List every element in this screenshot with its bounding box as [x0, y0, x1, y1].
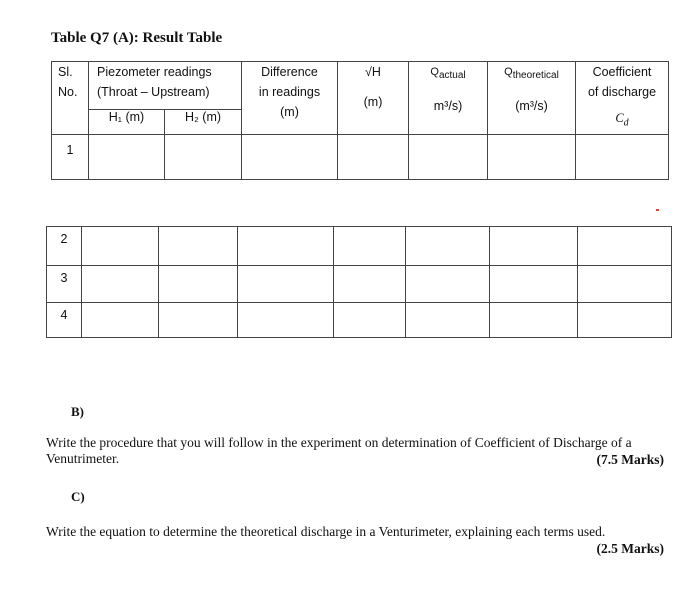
- table-row: [47, 227, 672, 266]
- header-h2: H₂ (m): [165, 110, 242, 134]
- section-c-label: C): [71, 489, 85, 504]
- section-b-question: Write the procedure that you will follow in the experiment on determination of Coefficient of Discharge of a Venutrimeter.: [46, 435, 632, 466]
- header-coefficient: Coefficient of discharge $C_d$: [576, 62, 669, 135]
- row-number: 2: [47, 227, 82, 266]
- cell[interactable]: [238, 266, 334, 303]
- section-c-question: Write the equation to determine the theoretical discharge in a Venturimeter, explaining each terms used.: [46, 524, 606, 539]
- cell[interactable]: [490, 227, 578, 266]
- cell-h1[interactable]: [89, 134, 165, 179]
- cell[interactable]: [82, 303, 159, 338]
- cell-h2[interactable]: [165, 134, 242, 179]
- table-row: [47, 303, 672, 338]
- row-number: 1: [52, 134, 89, 179]
- section-c-marks: (2.5 Marks): [596, 541, 664, 556]
- cell[interactable]: [238, 303, 334, 338]
- cell-coefficient[interactable]: [576, 134, 669, 179]
- section-b-label: B): [71, 404, 84, 419]
- cell-q-actual[interactable]: [409, 134, 488, 179]
- header-sl-no: Sl. No.: [52, 62, 89, 135]
- cell[interactable]: [578, 227, 672, 266]
- cell[interactable]: [490, 303, 578, 338]
- cell[interactable]: [406, 227, 490, 266]
- table-row: [52, 134, 669, 179]
- cell[interactable]: [406, 303, 490, 338]
- table-row: [47, 266, 672, 303]
- cell-sqrt-h[interactable]: [338, 134, 409, 179]
- cell[interactable]: [334, 303, 406, 338]
- cell[interactable]: [82, 227, 159, 266]
- cell[interactable]: [490, 266, 578, 303]
- result-table-header: [51, 61, 669, 180]
- row-number: 4: [47, 303, 82, 338]
- cell[interactable]: [334, 227, 406, 266]
- table-title: Table Q7 (A): Result Table: [51, 30, 223, 46]
- cell[interactable]: [159, 266, 238, 303]
- cell[interactable]: [238, 227, 334, 266]
- header-difference: Difference in readings (m): [242, 62, 338, 135]
- cell[interactable]: [578, 266, 672, 303]
- cell-q-theoretical[interactable]: [488, 134, 576, 179]
- header-piezometer: Piezometer readings (Throat – Upstream): [89, 62, 242, 110]
- row-number: 3: [47, 266, 82, 303]
- header-q-actual: $Q_{actual}$ m³/s): [409, 62, 488, 135]
- cell[interactable]: [159, 303, 238, 338]
- header-q-theoretical: $Q_{theoretical}$ (m³/s): [488, 62, 576, 135]
- cell[interactable]: [578, 303, 672, 338]
- result-table-continued: [46, 226, 672, 338]
- section-b-marks: (7.5 Marks): [596, 452, 664, 467]
- header-sqrt-h: √H (m): [338, 62, 409, 135]
- cell[interactable]: [406, 266, 490, 303]
- cell[interactable]: [334, 266, 406, 303]
- cell[interactable]: [82, 266, 159, 303]
- red-mark: [656, 209, 659, 211]
- cell-difference[interactable]: [242, 134, 338, 179]
- header-h1: H₁ (m): [89, 110, 165, 134]
- cell[interactable]: [159, 227, 238, 266]
